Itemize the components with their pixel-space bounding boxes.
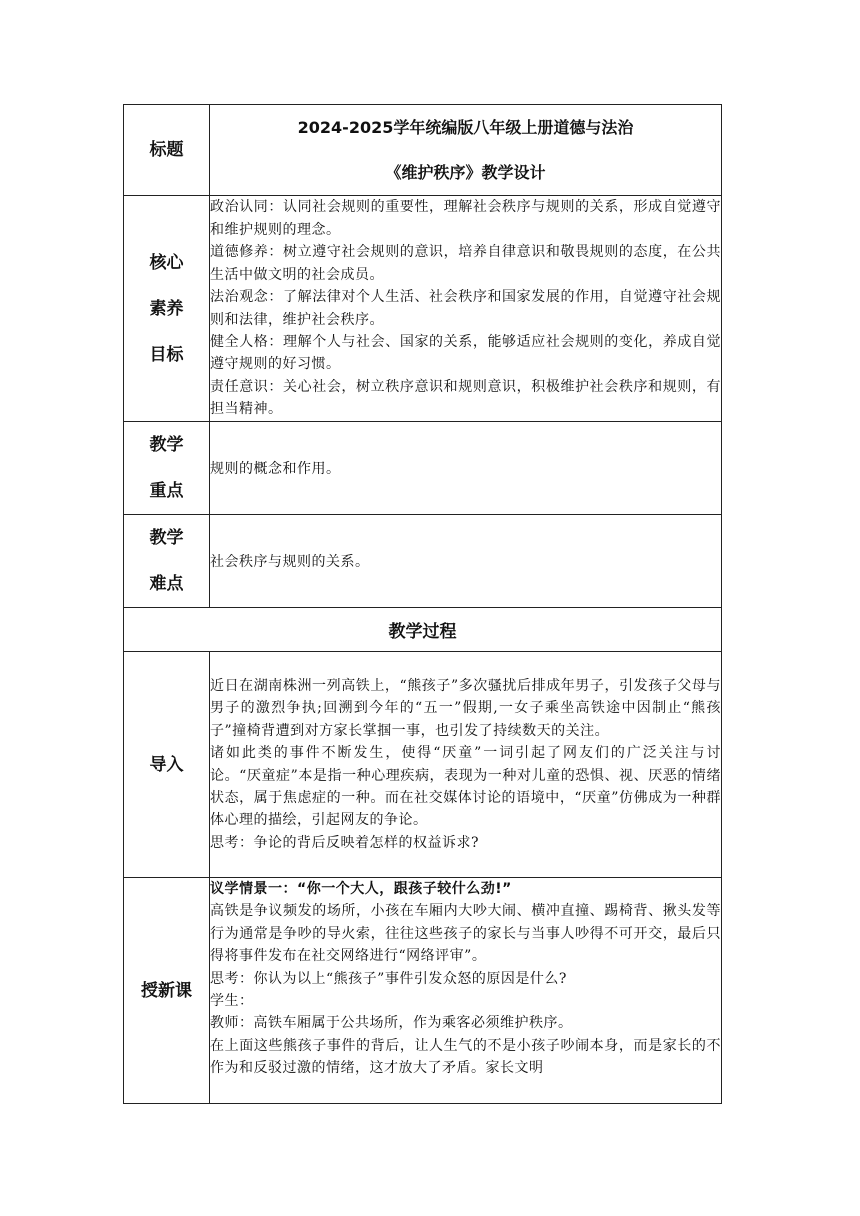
title-line-2: 《维护秩序》教学设计 [385, 163, 546, 182]
key-points-label: 教学 重点 [124, 422, 210, 515]
student-line: 学生： [210, 993, 254, 1010]
lesson-plan-table [123, 104, 722, 1104]
intro-paragraph: 诸如此类的事件不断发生，使得“厌童”一词引起了网友们的广泛关注与讨论。“厌童症”本是指一种心理疾病，表现为一种对儿童的恐惧、视、厌恶的情绪状态，属于焦虑症的一种。而在社交媒体讨论的语境中，“厌童”仿佛成为一种群体心理的描绘，引起网友的争论。 [210, 745, 721, 829]
scenario-heading: 议学情景一：“你一个大人，跟孩子较什么劲!” [210, 881, 512, 897]
lesson-question: 思考：你认为以上“熊孩子”事件引发众怒的原因是什么? [210, 970, 567, 987]
core-literacy-content [210, 196, 722, 422]
title-row [124, 105, 722, 196]
difficulties-label: 教学 难点 [124, 515, 210, 608]
intro-row [124, 652, 722, 878]
process-header: 教学过程 [124, 608, 722, 652]
document-title [210, 105, 722, 196]
intro-content [210, 652, 722, 878]
difficulties-row [124, 515, 722, 608]
core-literacy-row [124, 196, 722, 422]
literacy-rule-of-law: 法治观念：了解法律对个人生活、社会秩序和国家发展的作用，自觉遵守社会规则和法律，维护社会秩序。 [210, 289, 721, 328]
lesson-paragraph: 高铁是争议频发的场所，小孩在车厢内大吵大闹、横冲直撞、踢椅背、揪头发等行为通常是争吵的导火索，往往这些孩子的家长与当事人吵得不可开交，最后只得将事件发布在社交网络进行“网络评审”。 [210, 903, 721, 965]
difficulties-content: 社会秩序与规则的关系。 [210, 515, 722, 608]
key-points-row [124, 422, 722, 515]
teacher-line: 教师：高铁车厢属于公共场所，作为乘客必须维护秩序。 [210, 1015, 573, 1032]
process-header-row [124, 608, 722, 652]
new-lesson-row [124, 878, 722, 1104]
core-literacy-label: 核心 素养 目标 [124, 196, 210, 422]
key-points-content: 规则的概念和作用。 [210, 422, 722, 515]
literacy-personality: 健全人格：理解个人与社会、国家的关系，能够适应社会规则的变化，养成自觉遵守规则的好习惯。 [210, 333, 721, 373]
title-line-1: 2024-2025学年统编版八年级上册道德与法治 [297, 118, 634, 137]
new-lesson-content [210, 878, 722, 1104]
literacy-political: 政治认同：认同社会规则的重要性，理解社会秩序与规则的关系，形成自觉遵守和维护规则的理念。 [210, 199, 721, 238]
intro-label: 导入 [124, 652, 210, 878]
literacy-moral: 道德修养：树立遵守社会规则的意识，培养自律意识和敬畏规则的态度，在公共生活中做文明的社会成员。 [210, 244, 721, 283]
lesson-paragraph: 在上面这些熊孩子事件的背后，让人生气的不是小孩子吵闹本身，而是家长的不作为和反驳过激的情绪，这才放大了矛盾。家长文明 [210, 1037, 721, 1077]
intro-paragraph: 近日在湖南株洲一列高铁上，“熊孩子”多次骚扰后排成年男子，引发孩子父母与男子的激烈争执;回溯到今年的“五一”假期,一女子乘坐高铁途中因制止“熊孩子”撞椅背遭到对方家长掌掴一事，也引发了持续数天的关注。 [210, 677, 721, 739]
title-label: 标题 [124, 105, 210, 196]
intro-question: 思考：争论的背后反映着怎样的权益诉求? [210, 834, 480, 851]
new-lesson-label: 授新课 [124, 878, 210, 1104]
literacy-responsibility: 责任意识：关心社会，树立秩序意识和规则意识，积极维护社会秩序和规则，有担当精神。 [210, 378, 721, 418]
